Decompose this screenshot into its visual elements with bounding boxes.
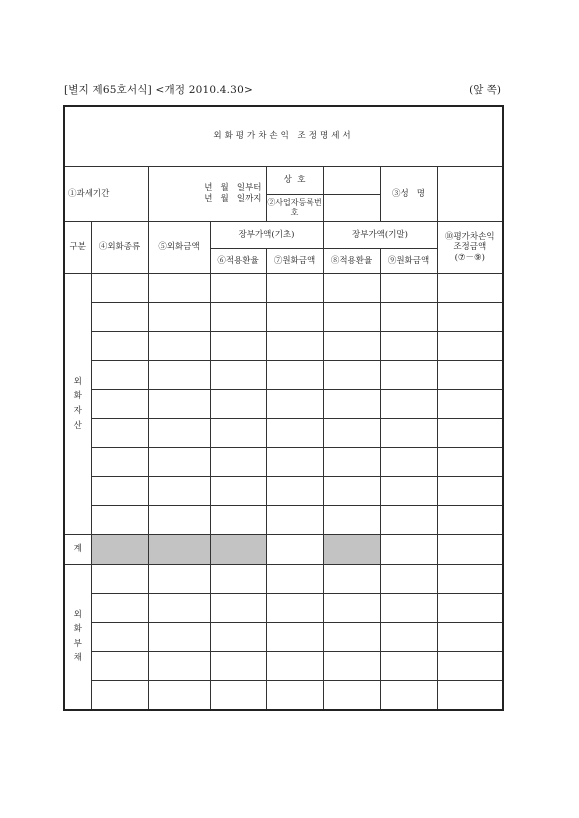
liability-cell[interactable] bbox=[148, 623, 210, 652]
liability-cell[interactable] bbox=[323, 681, 380, 710]
asset-cell[interactable] bbox=[210, 274, 266, 303]
asset-cell[interactable] bbox=[210, 506, 266, 535]
liabilities-char: 채 bbox=[73, 653, 82, 664]
liability-cell[interactable] bbox=[91, 594, 148, 623]
asset-cell[interactable] bbox=[380, 419, 437, 448]
liability-cell[interactable] bbox=[91, 652, 148, 681]
total-adjustment-cell[interactable] bbox=[437, 535, 503, 565]
col-currency-type: ④외화종류 bbox=[91, 222, 148, 274]
company-name-label: 상 호 bbox=[266, 167, 323, 195]
asset-cell[interactable] bbox=[266, 303, 323, 332]
asset-cell[interactable] bbox=[323, 448, 380, 477]
liabilities-char: 부 bbox=[73, 638, 82, 649]
assets-char: 화 bbox=[73, 391, 82, 402]
total-krw-end-cell[interactable] bbox=[380, 535, 437, 565]
liability-cell[interactable] bbox=[210, 594, 266, 623]
total-cell-shaded bbox=[148, 535, 210, 565]
liability-cell[interactable] bbox=[437, 652, 503, 681]
asset-cell[interactable] bbox=[210, 332, 266, 361]
asset-cell[interactable] bbox=[148, 361, 210, 390]
total-cell-shaded bbox=[210, 535, 266, 565]
liability-cell[interactable] bbox=[323, 565, 380, 594]
assets-char: 외 bbox=[73, 376, 82, 387]
asset-cell[interactable] bbox=[266, 506, 323, 535]
asset-cell[interactable] bbox=[91, 332, 148, 361]
asset-cell[interactable] bbox=[148, 419, 210, 448]
asset-cell[interactable] bbox=[437, 506, 503, 535]
asset-cell[interactable] bbox=[437, 390, 503, 419]
asset-cell[interactable] bbox=[148, 477, 210, 506]
tax-period-label: ①과세기간 bbox=[64, 167, 148, 222]
col-rate-begin: ⑥적용환율 bbox=[210, 249, 266, 274]
assets-char: 자 bbox=[73, 406, 82, 416]
liability-cell[interactable] bbox=[91, 565, 148, 594]
asset-cell[interactable] bbox=[148, 274, 210, 303]
asset-cell[interactable] bbox=[91, 419, 148, 448]
liability-cell[interactable] bbox=[437, 681, 503, 710]
asset-cell[interactable] bbox=[148, 332, 210, 361]
liabilities-char: 외 bbox=[73, 609, 82, 620]
asset-cell[interactable] bbox=[323, 332, 380, 361]
col-rate-end: ⑧적용환율 bbox=[323, 249, 380, 274]
form-title: 외화평가차손익 조정명세서 bbox=[64, 106, 503, 167]
total-cell-shaded bbox=[323, 535, 380, 565]
asset-cell[interactable] bbox=[437, 303, 503, 332]
asset-cell[interactable] bbox=[266, 390, 323, 419]
asset-cell[interactable] bbox=[437, 448, 503, 477]
asset-cell[interactable] bbox=[380, 274, 437, 303]
asset-cell[interactable] bbox=[210, 390, 266, 419]
period-from: 년 월 일부터 bbox=[204, 183, 262, 194]
adjustment-form-table bbox=[63, 105, 504, 711]
liability-cell[interactable] bbox=[380, 565, 437, 594]
liability-cell[interactable] bbox=[323, 652, 380, 681]
asset-cell[interactable] bbox=[323, 506, 380, 535]
total-cell-shaded bbox=[91, 535, 148, 565]
asset-cell[interactable] bbox=[91, 477, 148, 506]
asset-cell[interactable] bbox=[266, 477, 323, 506]
liability-cell[interactable] bbox=[380, 681, 437, 710]
liability-cell[interactable] bbox=[210, 681, 266, 710]
asset-cell[interactable] bbox=[323, 390, 380, 419]
representative-name-label: ③성 명 bbox=[380, 167, 437, 222]
liability-cell[interactable] bbox=[266, 623, 323, 652]
asset-cell[interactable] bbox=[266, 274, 323, 303]
asset-cell[interactable] bbox=[380, 477, 437, 506]
asset-cell[interactable] bbox=[148, 303, 210, 332]
asset-cell[interactable] bbox=[91, 274, 148, 303]
liabilities-char: 화 bbox=[73, 624, 82, 635]
form-reference: [별지 제65호서식] <개정 2010.4.30> bbox=[64, 84, 253, 96]
liability-cell[interactable] bbox=[148, 565, 210, 594]
liability-cell[interactable] bbox=[148, 652, 210, 681]
asset-cell[interactable] bbox=[91, 448, 148, 477]
liability-cell[interactable] bbox=[210, 652, 266, 681]
section-assets-label bbox=[64, 274, 91, 535]
liability-cell[interactable] bbox=[91, 623, 148, 652]
col-book-value-end: 장부가액(기말) bbox=[323, 222, 437, 249]
asset-cell[interactable] bbox=[437, 332, 503, 361]
liability-cell[interactable] bbox=[266, 565, 323, 594]
liability-cell[interactable] bbox=[323, 623, 380, 652]
liability-cell[interactable] bbox=[380, 623, 437, 652]
asset-cell[interactable] bbox=[210, 477, 266, 506]
asset-cell[interactable] bbox=[380, 332, 437, 361]
asset-cell[interactable] bbox=[323, 419, 380, 448]
asset-cell[interactable] bbox=[437, 477, 503, 506]
total-row-label: 계 bbox=[64, 535, 91, 565]
liability-cell[interactable] bbox=[323, 594, 380, 623]
asset-cell[interactable] bbox=[266, 332, 323, 361]
business-number-field[interactable] bbox=[323, 195, 380, 222]
asset-cell[interactable] bbox=[380, 506, 437, 535]
liability-cell[interactable] bbox=[437, 565, 503, 594]
col-book-value-begin: 장부가액(기초) bbox=[210, 222, 323, 249]
liability-cell[interactable] bbox=[266, 594, 323, 623]
tax-period-range[interactable] bbox=[148, 167, 266, 222]
asset-cell[interactable] bbox=[323, 274, 380, 303]
asset-cell[interactable] bbox=[148, 390, 210, 419]
asset-cell[interactable] bbox=[437, 274, 503, 303]
asset-cell[interactable] bbox=[210, 303, 266, 332]
liability-cell[interactable] bbox=[91, 681, 148, 710]
asset-cell[interactable] bbox=[91, 390, 148, 419]
asset-cell[interactable] bbox=[437, 361, 503, 390]
asset-cell[interactable] bbox=[148, 448, 210, 477]
adjustment-label-line3: (⑦－⑨) bbox=[454, 252, 485, 263]
asset-cell[interactable] bbox=[437, 419, 503, 448]
business-number-label: ②사업자등록번호 bbox=[266, 195, 323, 222]
col-adjustment-amount bbox=[437, 222, 503, 274]
liability-cell[interactable] bbox=[266, 681, 323, 710]
assets-char: 산 bbox=[73, 420, 82, 431]
asset-cell[interactable] bbox=[148, 506, 210, 535]
liability-cell[interactable] bbox=[437, 594, 503, 623]
section-liabilities-label bbox=[64, 565, 91, 710]
col-category: 구분 bbox=[64, 222, 91, 274]
col-krw-end: ⑨원화금액 bbox=[380, 249, 437, 274]
asset-cell[interactable] bbox=[266, 361, 323, 390]
asset-cell[interactable] bbox=[91, 303, 148, 332]
liability-cell[interactable] bbox=[380, 594, 437, 623]
asset-cell[interactable] bbox=[323, 361, 380, 390]
asset-cell[interactable] bbox=[380, 361, 437, 390]
liability-cell[interactable] bbox=[148, 681, 210, 710]
company-name-field[interactable] bbox=[323, 167, 380, 195]
liability-cell[interactable] bbox=[266, 652, 323, 681]
asset-cell[interactable] bbox=[323, 303, 380, 332]
asset-cell[interactable] bbox=[210, 419, 266, 448]
liability-cell[interactable] bbox=[380, 652, 437, 681]
adjustment-label-line2: 조정금액 bbox=[453, 242, 487, 253]
total-krw-begin-cell[interactable] bbox=[266, 535, 323, 565]
asset-cell[interactable] bbox=[380, 448, 437, 477]
asset-cell[interactable] bbox=[380, 390, 437, 419]
asset-cell[interactable] bbox=[266, 419, 323, 448]
liability-cell[interactable] bbox=[437, 623, 503, 652]
asset-cell[interactable] bbox=[91, 506, 148, 535]
asset-cell[interactable] bbox=[380, 303, 437, 332]
asset-cell[interactable] bbox=[210, 448, 266, 477]
col-krw-begin: ⑦원화금액 bbox=[266, 249, 323, 274]
col-currency-amount: ⑤외화금액 bbox=[148, 222, 210, 274]
liability-cell[interactable] bbox=[148, 594, 210, 623]
period-to: 년 월 일까지 bbox=[204, 194, 262, 204]
asset-cell[interactable] bbox=[266, 448, 323, 477]
asset-cell[interactable] bbox=[91, 361, 148, 390]
representative-name-field[interactable] bbox=[437, 167, 503, 222]
liability-cell[interactable] bbox=[210, 623, 266, 652]
asset-cell[interactable] bbox=[323, 477, 380, 506]
page-side-label: (앞 쪽) bbox=[469, 84, 501, 96]
adjustment-label-line1: ⑩평가차손익 bbox=[444, 231, 495, 242]
asset-cell[interactable] bbox=[210, 361, 266, 390]
liability-cell[interactable] bbox=[210, 565, 266, 594]
